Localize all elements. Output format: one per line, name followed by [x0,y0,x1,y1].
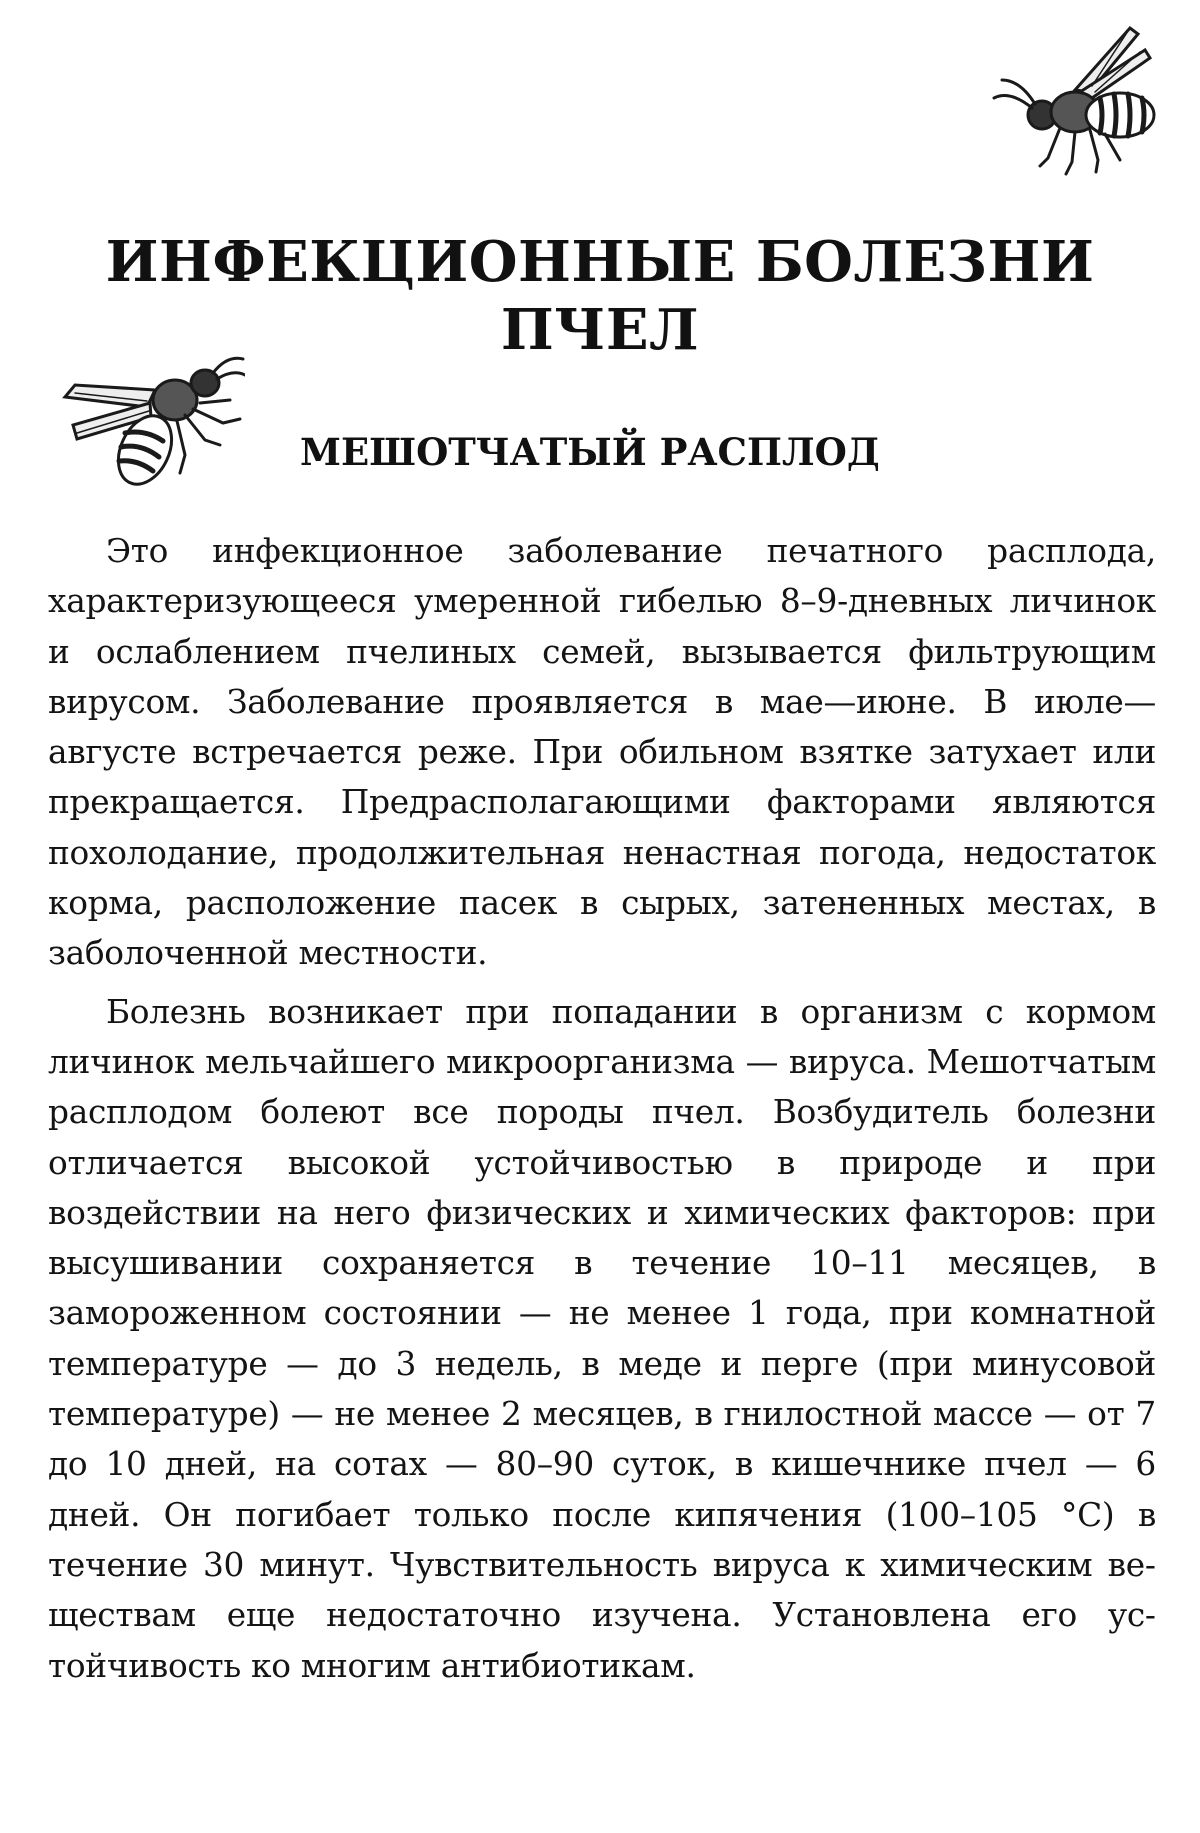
paragraph: Болезнь возникает при попадании в организм с кормом личинок мельчайшего микроорганизма — вируса. Мешотчатым расплодом болеют все породы пчел. Возбудитель болезни отличается высокой устойчивостью в природе и при воздействии на него физических и химических факторов: при высушивании сохраняется в течение 10–11 месяцев, в замороженном состоянии — не менее 1 года, при комнатной температуре — до 3 недель, в меде и перге (при минусовой температуре) — не менее 2 месяцев, в гнилостной массе — от 7 до 10 дней, на сотах — 80–90 суток, в кишечнике пчел — 6 дней. Он погибает только после кипячения (100–105 °С) в течение 30 минут. Чувствительность вируса к химическим веществам еще недостаточно изучена. Установлена его устойчивость ко многим антибиотикам. [48,992,1156,1685]
page-title: ИНФЕКЦИОННЫЕ БОЛЕЗНИ ПЧЕЛ [105,229,1095,363]
bee-icon [55,345,245,495]
article-body [48,526,1156,1699]
paragraph: Это инфекционное заболевание печатного расплода, характеризующееся умеренной гибелью 8–9-дневных личинок и ослаблением пчелиных семей, вызывается фильтрующим вирусом. Заболевание проявляется в мае—июне. В июле—августе встречается реже. При обильном взятке затухает или прекращается. Предрасполагающими факторами являются похолодание, продолжительная ненастная погода, недостаток корма, расположение пасек в сырых, затененных местах, в заболоченной местности. [48,532,1156,973]
section-title: МЕШОТЧАТЫЙ РАСПЛОД [300,430,880,474]
bee-icon [980,20,1170,180]
